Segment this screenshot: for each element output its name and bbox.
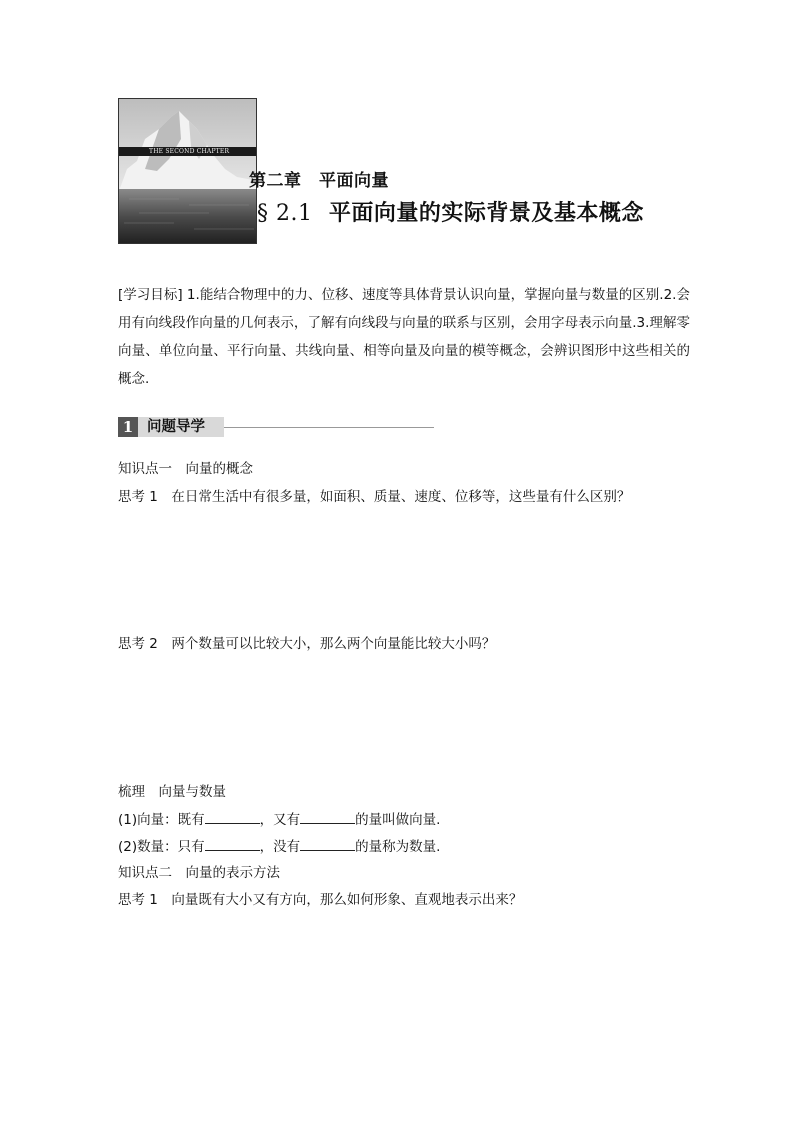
cover-band: THE SECOND CHAPTER	[119, 147, 256, 156]
summary-item-1-b: ，又有	[259, 812, 301, 828]
summary-item-2	[118, 836, 440, 857]
knowledge-point-2-title: 知识点二 向量的表示方法	[118, 865, 280, 881]
summary-item-2-c: 的量称为数量.	[355, 839, 441, 855]
chapter-title: 第二章 平面向量	[249, 171, 389, 191]
objectives-label: [学习目标]	[118, 287, 183, 303]
summary-item-2-a: (2)数量：只有	[118, 839, 205, 855]
fill-blank[interactable]	[205, 809, 260, 824]
think-question-2: 思考 2 两个数量可以比较大小，那么两个向量能比较大小吗？	[118, 636, 496, 652]
summary-item-1-a: (1)向量：既有	[118, 812, 205, 828]
fill-blank[interactable]	[205, 836, 260, 851]
fill-blank[interactable]	[300, 836, 355, 851]
section-title	[257, 196, 644, 227]
objectives-text: 1.能结合物理中的力、位移、速度等具体背景认识向量，掌握向量与数量的区别.2.会用有向线段作向量的几何表示，了解有向线段与向量的联系与区别，会用字母表示向量.3.理解零向量、单位向量、平行向量、共线向量、相等向量及向量的模等概念，会辨识图形中这些相关的概念.	[118, 287, 690, 387]
think-question-1: 思考 1 在日常生活中有很多量，如面积、质量、速度、位移等，这些量有什么区别？	[118, 489, 631, 505]
section-heading-rule	[224, 427, 434, 428]
iceberg-illustration	[119, 99, 257, 244]
summary-item-1-c: 的量叫做向量.	[355, 812, 441, 828]
fill-blank[interactable]	[300, 809, 355, 824]
summary-item-1	[118, 809, 440, 830]
section-title-text: 平面向量的实际背景及基本概念	[328, 201, 644, 226]
section-heading-number: 1	[118, 417, 138, 437]
learning-objectives	[118, 281, 690, 393]
section-number: § 2.1	[257, 201, 313, 226]
think-question-3: 思考 1 向量既有大小又有方向，那么如何形象、直观地表示出来？	[118, 892, 523, 908]
chapter-cover-image	[118, 98, 257, 244]
section-heading-label: 问题导学	[147, 419, 205, 435]
summary-title: 梳理 向量与数量	[118, 784, 226, 800]
knowledge-point-1-title: 知识点一 向量的概念	[118, 461, 253, 477]
summary-item-2-b: ，没有	[259, 839, 301, 855]
